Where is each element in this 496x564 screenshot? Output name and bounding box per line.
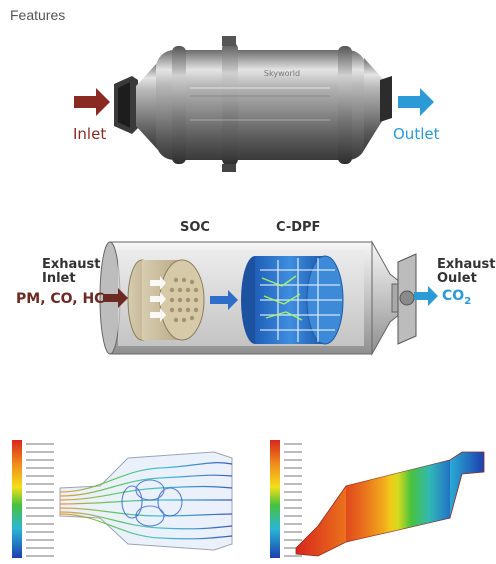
inlet-label: Inlet <box>73 125 107 143</box>
temperature-contour <box>296 452 484 556</box>
cfd-images <box>0 430 496 564</box>
co2-label: $CO_2$ <box>442 288 472 307</box>
streamline-plot <box>60 452 232 550</box>
exhaust-outlet-arrow <box>414 286 438 306</box>
outlet-label: Outlet <box>393 125 440 143</box>
soc-label: SOC <box>180 220 210 235</box>
dpf-schematic <box>0 200 496 375</box>
outlet-arrow <box>398 88 434 116</box>
pollutants-label: PM, CO, HC <box>16 291 105 307</box>
exhaust-outlet-label: Exhaust Oulet <box>437 257 496 286</box>
dpf-photo <box>0 0 496 190</box>
inlet-arrow <box>74 88 110 116</box>
color-scale-bar <box>270 440 280 558</box>
scale-ticks <box>26 444 54 556</box>
clamp-band <box>222 42 238 166</box>
clamp-band <box>172 46 186 164</box>
scale-ticks <box>284 444 302 556</box>
color-scale-bar <box>12 440 22 558</box>
dpf-label: C-DPF <box>276 220 321 235</box>
outlet-flange <box>380 76 392 122</box>
housing-marking: Skyworld <box>263 69 301 78</box>
dpf-housing <box>156 50 366 160</box>
page-title: Features <box>10 7 66 23</box>
clamp-band <box>338 46 352 164</box>
exhaust-inlet-label: Exhaust Inlet <box>42 257 101 286</box>
inlet-cone <box>136 62 158 150</box>
